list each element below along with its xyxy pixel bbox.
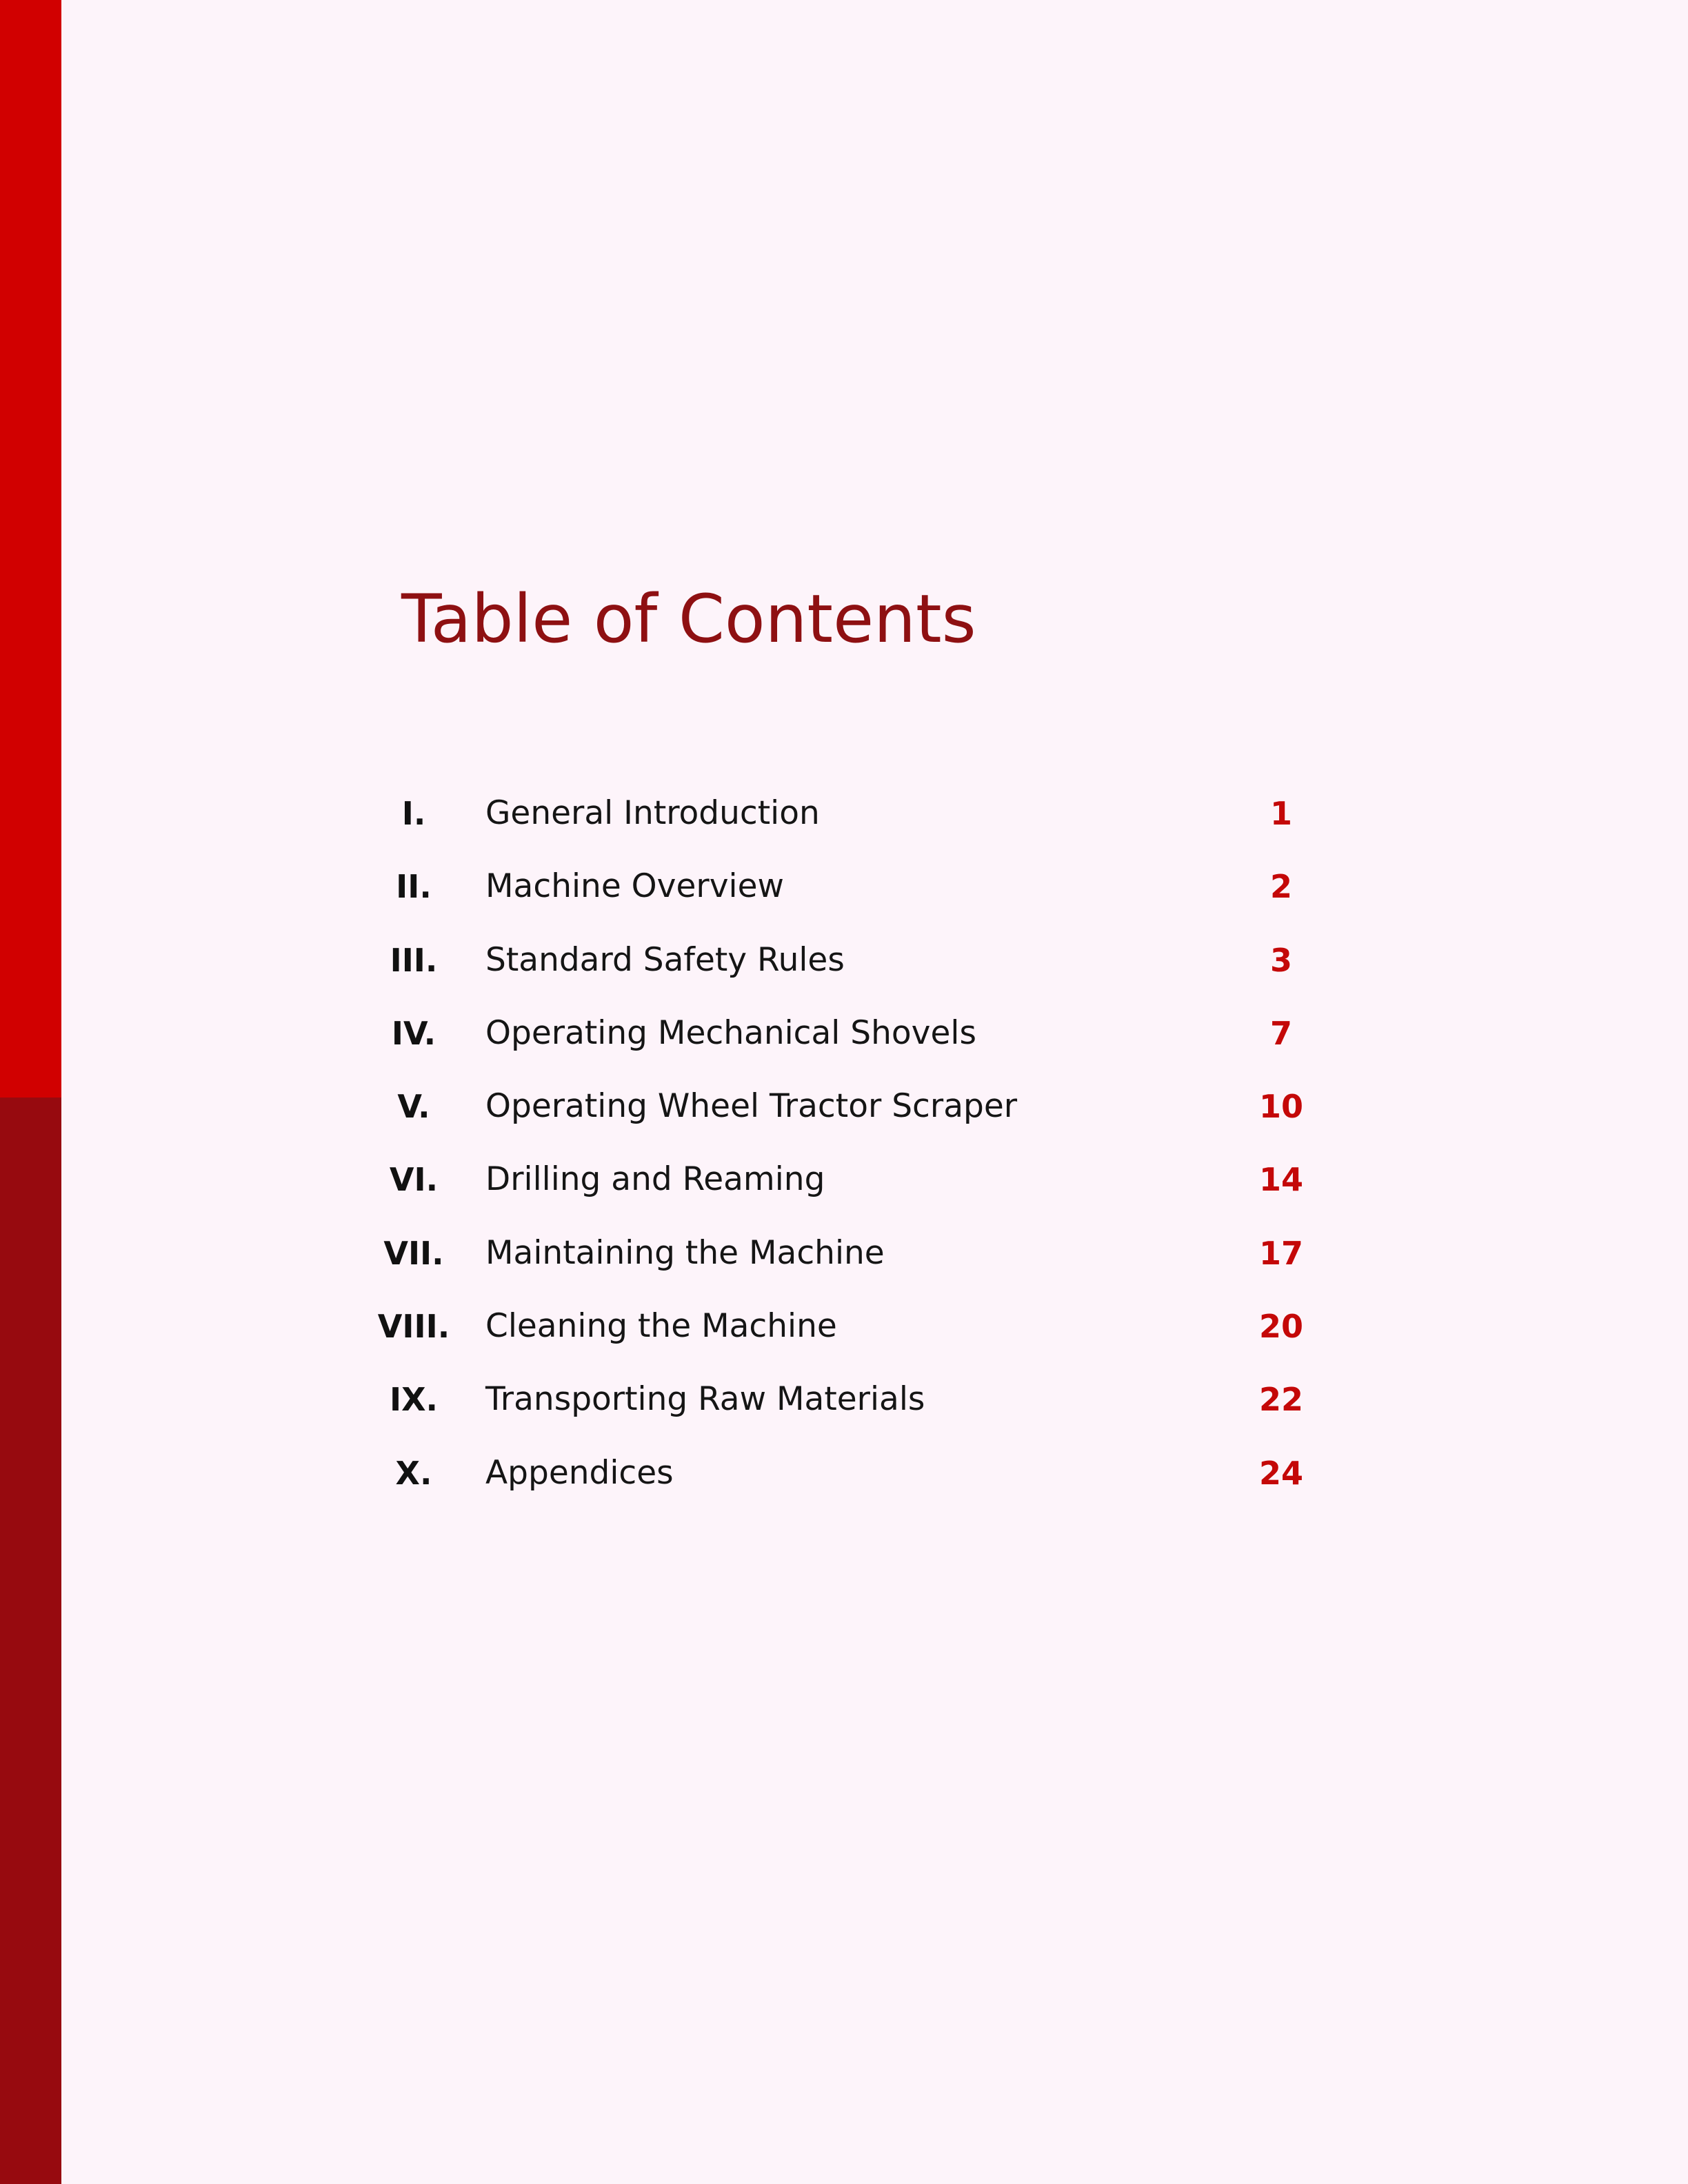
toc-label[interactable]: Operating Wheel Tractor Scraper (485, 1087, 1018, 1126)
toc-entry[interactable] (359, 1436, 1324, 1509)
toc-label[interactable]: Operating Mechanical Shovels (485, 1013, 976, 1052)
toc-page-number[interactable]: 24 (1258, 1454, 1303, 1492)
toc-label[interactable]: Cleaning the Machine (485, 1307, 837, 1346)
toc-entry[interactable] (359, 1289, 1324, 1362)
toc-numeral: V. (397, 1088, 430, 1126)
toc-label[interactable]: Standard Safety Rules (485, 940, 845, 979)
toc-numeral: VI. (389, 1161, 439, 1199)
toc-entry[interactable] (359, 996, 1324, 1069)
toc-page-number[interactable]: 1 (1269, 795, 1292, 832)
toc-label[interactable]: Appendices (485, 1453, 674, 1492)
toc-numeral: X. (395, 1454, 432, 1492)
page-title: Table of Contents (401, 580, 976, 658)
sidebar-accent-top (0, 0, 61, 1098)
toc-entry[interactable] (359, 1069, 1324, 1142)
toc-page-number[interactable]: 20 (1258, 1308, 1303, 1346)
toc-numeral: IV. (391, 1014, 436, 1052)
toc-page-number[interactable]: 7 (1269, 1014, 1292, 1052)
toc-page-number[interactable]: 22 (1258, 1381, 1303, 1419)
toc-numeral: IX. (389, 1381, 439, 1419)
toc-numeral: VII. (383, 1234, 444, 1272)
toc-entry[interactable] (359, 1216, 1324, 1289)
toc-page-number[interactable]: 3 (1269, 941, 1292, 979)
toc-entry[interactable] (359, 1362, 1324, 1435)
toc-page-number[interactable]: 14 (1258, 1161, 1303, 1199)
toc-numeral: III. (390, 941, 438, 979)
sidebar-accent-bottom (0, 1098, 61, 2184)
toc-list (359, 776, 1324, 1509)
toc-entry[interactable] (359, 1142, 1324, 1215)
toc-page-number[interactable]: 2 (1269, 868, 1292, 906)
toc-numeral: VIII. (377, 1308, 450, 1346)
toc-page-number[interactable]: 10 (1258, 1088, 1303, 1126)
toc-label[interactable]: Transporting Raw Materials (485, 1380, 925, 1419)
toc-numeral: II. (396, 868, 432, 906)
toc-entry[interactable] (359, 923, 1324, 996)
toc-label[interactable]: General Introduction (485, 794, 820, 832)
toc-entry[interactable] (359, 849, 1324, 922)
toc-numeral: I. (401, 795, 426, 832)
toc-label[interactable]: Drilling and Reaming (485, 1160, 825, 1199)
toc-entry[interactable] (359, 776, 1324, 849)
toc-label[interactable]: Maintaining the Machine (485, 1233, 885, 1272)
toc-page-number[interactable]: 17 (1258, 1234, 1303, 1272)
toc-label[interactable]: Machine Overview (485, 867, 784, 906)
